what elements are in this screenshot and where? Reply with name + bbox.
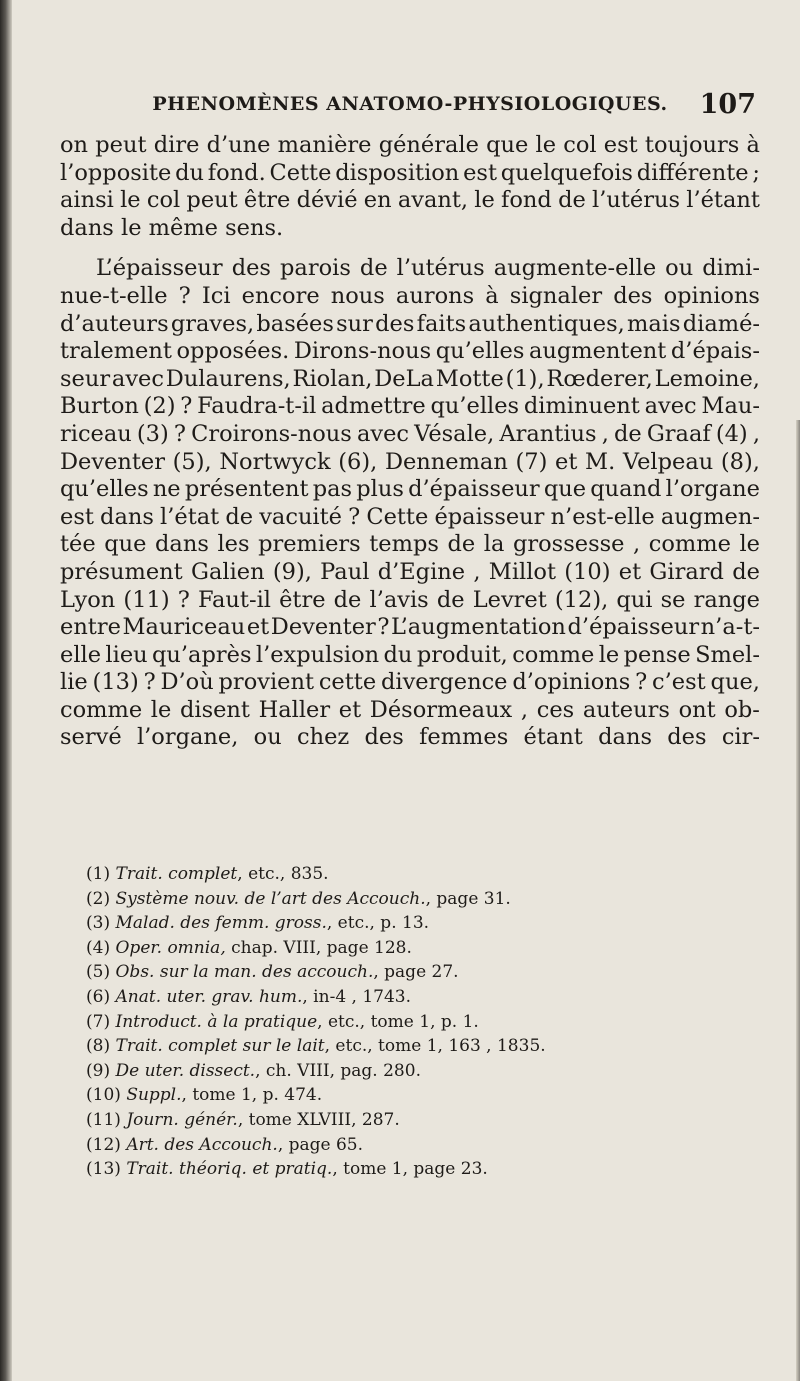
text-line: elle lieu qu’après l’expulsion du produit, comme le pense Smel- [60,641,760,668]
footnote: (7) Introduct. à la pratique, etc., tome 1, p. 1. [86,1011,479,1032]
footnote: (10) Suppl., tome 1, p. 474. [86,1085,323,1106]
text-line: tralement opposées. Dirons-nous qu’elles augmentent d’épais- [60,338,760,365]
footnote: (3) Malad. des femm. gross., etc., p. 13. [86,913,430,934]
text-line: est dans l’état de vacuité ? Cette épaisseur n’est-elle augmen- [60,503,760,530]
text-line: nue-t-elle ? Ici encore nous aurons à signaler des opinions [60,282,760,309]
text-line: Burton (2) ? Faudra-t-il admettre qu’elles diminuent avec Mau- [60,393,760,420]
footnote: (5) Obs. sur la man. des accouch., page 27. [86,962,459,983]
text-line: on peut dire d’une manière générale que le col est toujours à [60,132,760,158]
footnote: (11) Journ. génér., tome XLVIII, 287. [86,1109,400,1130]
text-line: seur avec Dulaurens, Riolan, DeLa Motte (1), Rœderer, Lemoine, [60,365,760,392]
text-line: ainsi le col peut être dévié en avant, le fond de l’utérus l’étant [60,187,760,214]
text-line: dans le même sens. [60,214,284,241]
text-line: entre Mauriceau et Deventer ? L’augmentation d’épaisseur n’a-t- [60,614,760,641]
text-line: qu’elles ne présentent pas plus d’épaisseur que quand l’organe [60,476,760,503]
footnotes [86,862,746,1182]
footnote: (12) Art. des Accouch., page 65. [86,1134,364,1155]
text-line: comme le disent Haller et Désormeaux , ces auteurs ont ob- [60,696,760,723]
text-line: d’auteurs graves, basées sur des faits authentiques, mais diamé- [60,310,760,337]
page-number: 107 [699,89,756,120]
text-line: servé l’organe, ou chez des femmes étant dans des cir- [60,724,760,751]
footnote: (9) De uter. dissect., ch. VIII, pag. 280. [86,1060,421,1081]
footnote: (2) Système nouv. de l’art des Accouch., page 31. [86,888,511,909]
text-line: tée que dans les premiers temps de la grossesse , comme le [60,531,760,558]
footnote: (13) Trait. théoriq. et pratiq., tome 1, page 23. [86,1159,488,1180]
text-line: riceau (3) ? Croirons-nous avec Vésale, Arantius , de Graaf (4) , [60,420,760,447]
main-text [60,132,760,752]
running-header [60,89,760,123]
text-line: présument Galien (9), Paul d’Egine , Millot (10) et Girard de [60,558,760,585]
text-line: Deventer (5), Nortwyck (6), Denneman (7) et M. Velpeau (8), [60,448,760,475]
footnote: (1) Trait. complet, etc., 835. [86,864,329,884]
footnote: (8) Trait. complet sur le lait, etc., tome 1, 163 , 1835. [86,1036,546,1057]
text-line: Lyon (11) ? Faut-il être de l’avis de Levret (12), qui se range [60,586,760,613]
text-line: L’épaisseur des parois de l’utérus augmente-elle ou dimi- [96,255,760,282]
text-line: l’opposite du fond. Cette disposition est quelquefois différente ; [60,159,760,186]
page-edge [796,420,800,1381]
footnote: (6) Anat. uter. grav. hum., in-4 , 1743. [86,986,412,1007]
book-spine-shadow [0,0,12,1381]
running-title: PHENOMÈNES ANATOMO-PHYSIOLOGIQUES. [152,93,668,115]
text-line: lie (13) ? D’où provient cette divergence d’opinions ? c’est que, [60,669,760,696]
footnote: (4) Oper. omnia, chap. VIII, page 128. [86,937,412,958]
